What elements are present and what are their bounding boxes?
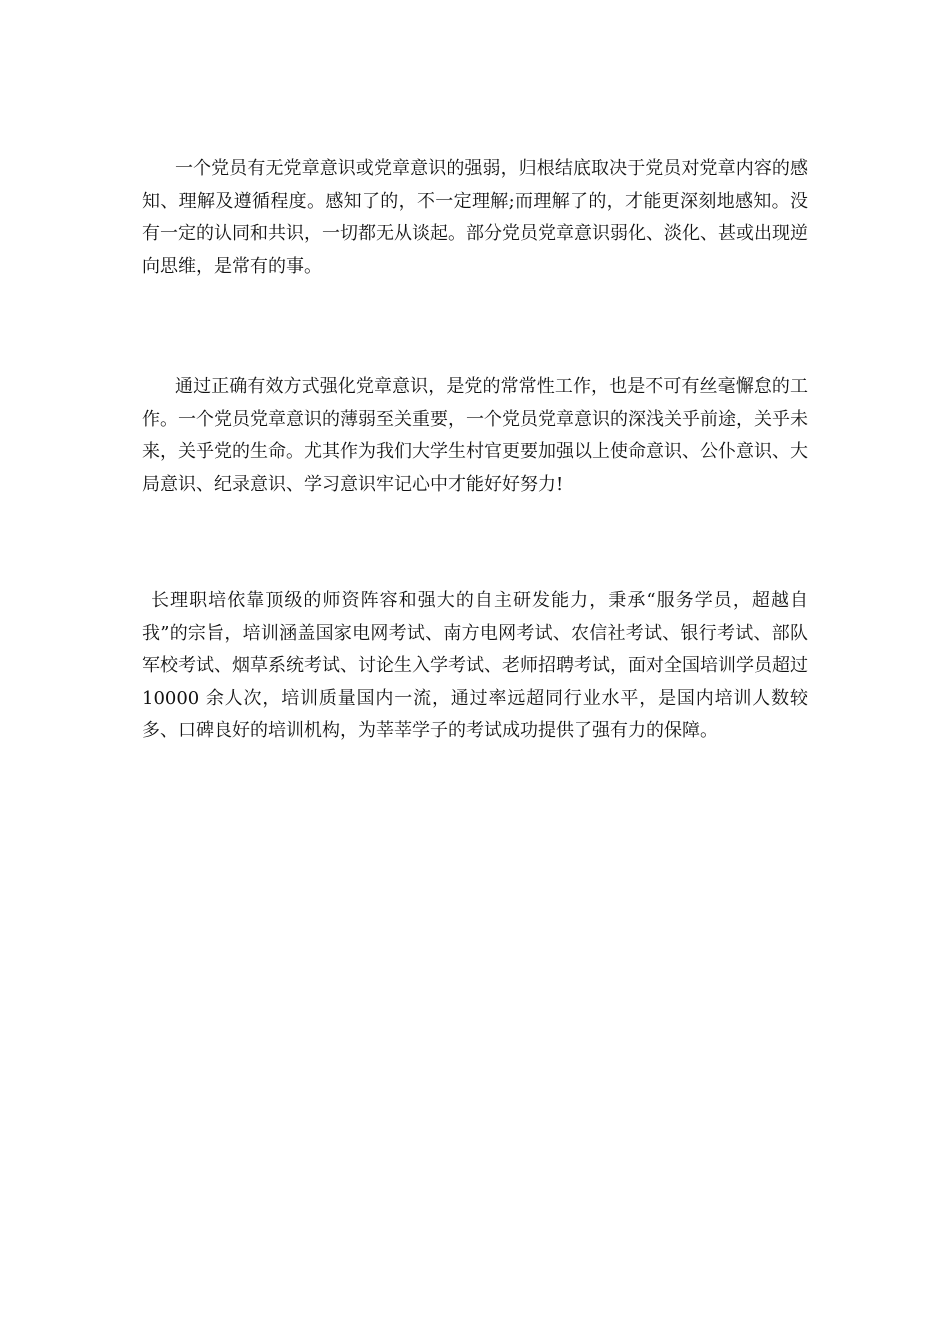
paragraph-strengthen-awareness: 通过正确有效方式强化党章意识，是党的常常性工作，也是不可有丝毫懈怠的工作。一个党员党章意识的薄弱至关重要，一个党员党章意识的深浅关乎前途，关乎未来，关乎党的生命。尤其作为我们大学生村官更要加强以上使命意识、公仆意识、大局意识、纪录意识、学习意识牢记心中才能好好努力! [142, 376, 808, 495]
paragraph-training-institution: 长理职培依靠顶级的师资阵容和强大的自主研发能力，秉承“服务学员，超越自我”的宗旨，培训涵盖国家电网考试、南方电网考试、农信社考试、银行考试、部队军校考试、烟草系统考试、讨论生入学考试、老师招聘考试，面对全国培训学员超过 10000 余人次，培训质量国内一流，通过率远超同行业水平，是国内培训人数较多、口碑良好的培训机构，为莘莘学子的考试成功提供了强有力的保障。 [142, 590, 808, 741]
paragraph-party-charter-awareness: 一个党员有无党章意识或党章意识的强弱，归根结底取决于党员对党章内容的感知、理解及遵循程度。感知了的，不一定理解;而理解了的，才能更深刻地感知。没有一定的认同和共识，一切都无从谈起。部分党员党章意识弱化、淡化、甚或出现逆向思维，是常有的事。 [142, 158, 808, 277]
